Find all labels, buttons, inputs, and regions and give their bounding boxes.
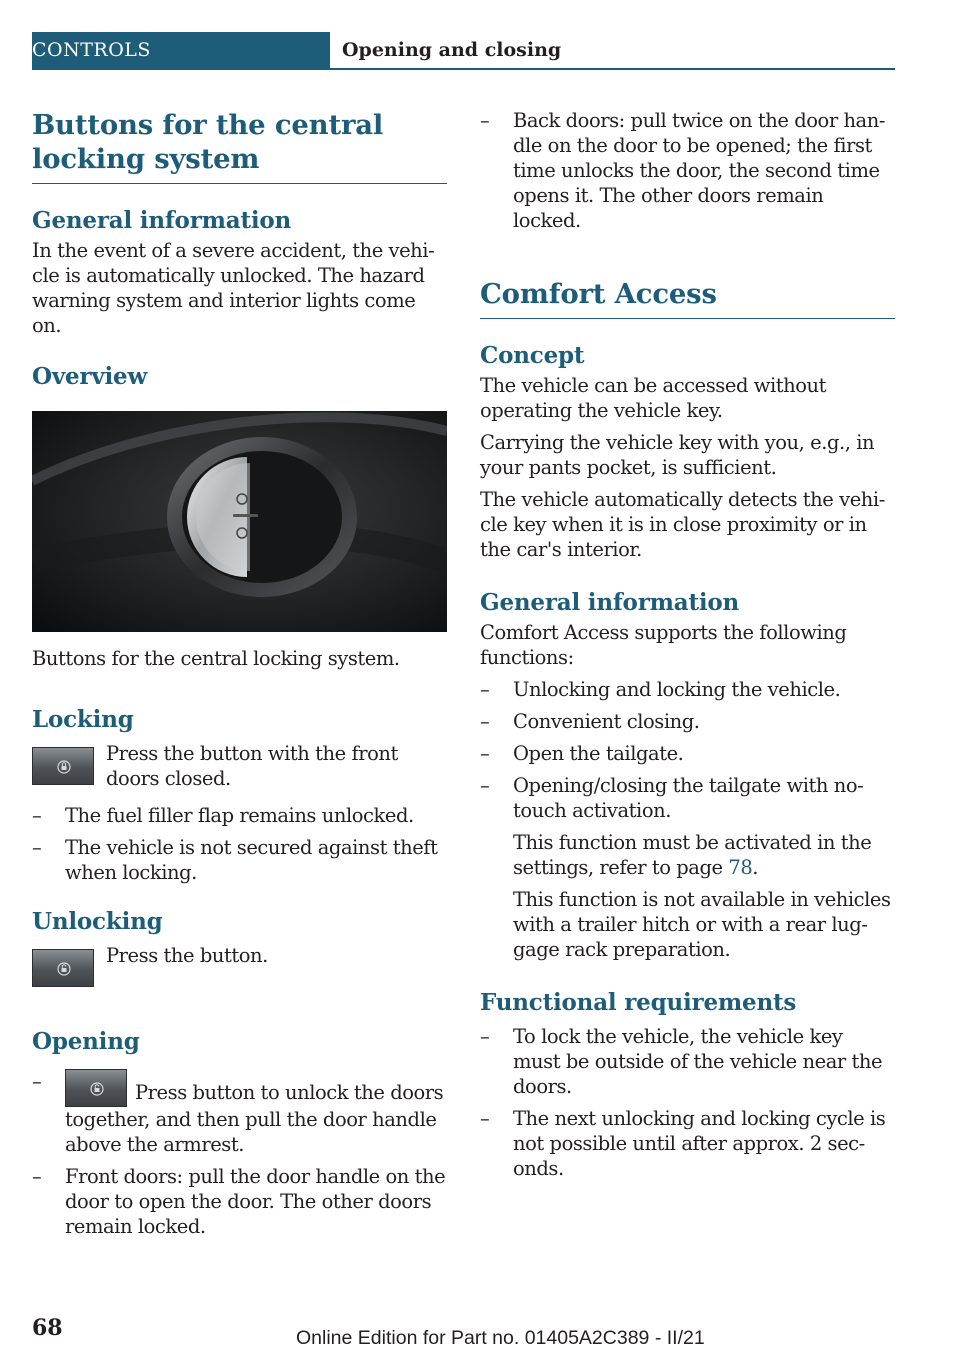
heading-unlocking: Unlocking (32, 908, 163, 935)
list-item: – Convenient closing. (480, 709, 895, 734)
heading-general-information-2: General information (480, 589, 740, 616)
functions-intro: Comfort Access supports the following functions: (480, 621, 847, 669)
opening-bullets (32, 1069, 447, 1239)
lock-icon (56, 758, 72, 774)
list-item: – Opening/closing the tailgate with no-touch activation. (480, 773, 895, 823)
right-column (480, 108, 895, 1181)
page-number: 68 (32, 1315, 63, 1341)
lock-button[interactable] (32, 747, 94, 785)
unlock-icon (89, 1080, 105, 1096)
activation-note: This function must be activated in the settings, refer to page 78. (513, 831, 872, 879)
locking-text: Press the button with the front doors closed. (106, 742, 398, 790)
opening-step-1: Press button to unlock the doors together, and then pull the door handle above the armrest. (65, 1081, 444, 1156)
concept-text-1: The vehicle can be accessed without operating the vehicle key. (480, 374, 827, 422)
heading-overview: Overview (32, 363, 148, 390)
heading-opening: Opening (32, 1028, 140, 1055)
overview-caption: Buttons for the central locking system. (32, 647, 400, 670)
left-column (32, 108, 447, 1239)
unlock-icon (56, 960, 72, 976)
list-item: – Back doors: pull twice on the door handle on the door to be opened; the first time unlocks the door, the second time opens it. The other doors remain locked. (480, 108, 895, 233)
list-item (32, 1069, 447, 1157)
general-information-text: In the event of a severe accident, the vehicle is automatically unlocked. The hazard warning system and interior lights come on. (32, 239, 435, 337)
section-label: CONTROLS (32, 39, 151, 61)
heading-comfort-access: Comfort Access (480, 277, 895, 319)
heading-concept: Concept (480, 342, 585, 369)
unlocking-text: Press the button. (106, 944, 268, 967)
unlock-button-inline[interactable] (65, 1069, 127, 1107)
heading-functional-requirements: Functional requirements (480, 989, 797, 1016)
header-rule (330, 68, 895, 70)
list-item: – Front doors: pull the door handle on the door to open the door. The other doors remain locked. (32, 1164, 447, 1239)
page-reference-link[interactable]: 78 (728, 856, 753, 879)
unlocking-instruction (32, 943, 447, 997)
list-item: – The next unlocking and locking cycle is not possible until after approx. 2 seconds. (480, 1106, 895, 1181)
back-doors-list (480, 108, 895, 233)
concept-text-2: Carrying the vehicle key with you, e.g., in your pants pocket, is sufficient. (480, 431, 875, 479)
chapter-title: Opening and closing (342, 39, 562, 61)
section-tab (32, 32, 330, 70)
list-item: – To lock the vehicle, the vehicle key must be outside of the vehicle near the doors. (480, 1024, 895, 1099)
page-header (32, 32, 895, 70)
heading-locking: Locking (32, 706, 134, 733)
locking-bullets (32, 803, 447, 885)
list-item: – Open the tailgate. (480, 741, 895, 766)
functions-list (480, 677, 895, 823)
concept-text-3: The vehicle automatically detects the vehicle key when it is in close proximity or in the car's interior. (480, 488, 886, 561)
list-item: – Unlocking and locking the vehicle. (480, 677, 895, 702)
locking-instruction (32, 741, 447, 795)
heading-central-locking: Buttons for the central locking system (32, 108, 447, 184)
list-item: – The fuel filler flap remains unlocked. (32, 803, 447, 828)
list-item: – The vehicle is not secured against theft when locking. (32, 835, 447, 885)
availability-note: This function is not available in vehicles with a trailer hitch or with a rear luggage rack preparation. (513, 888, 891, 961)
requirements-list (480, 1024, 895, 1181)
central-locking-buttons-photo (32, 411, 447, 632)
edition-note: Online Edition for Part no. 01405A2C389 - II/21 (296, 1327, 705, 1349)
heading-general-information: General information (32, 207, 292, 234)
unlock-button[interactable] (32, 949, 94, 987)
